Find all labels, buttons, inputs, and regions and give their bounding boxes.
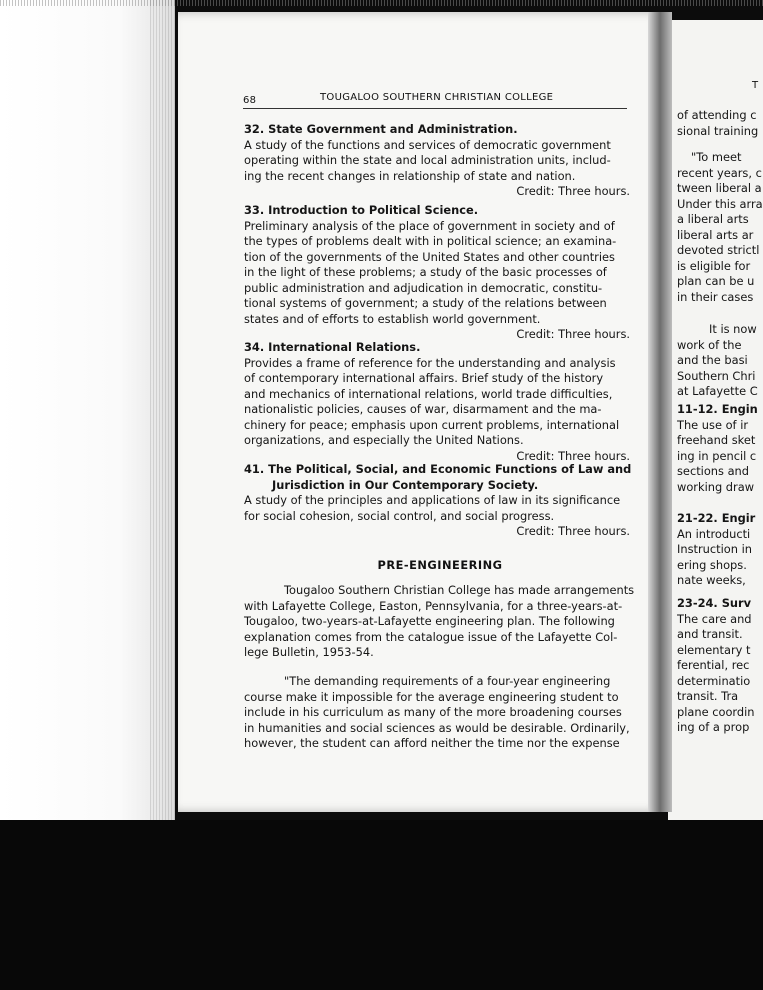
right-line: "To meet <box>691 150 742 164</box>
right-line: transit. Tra <box>677 689 739 703</box>
right-line: sections and <box>677 464 750 478</box>
course-41 <box>244 462 636 540</box>
para-line: however, the student can afford neither the time nor the expense <box>244 736 620 750</box>
course-32 <box>244 122 636 200</box>
right-line: plane coordin <box>677 704 755 719</box>
right-line: It is now <box>709 322 757 336</box>
right-page-top <box>658 20 763 65</box>
right-block-d <box>677 402 763 495</box>
para-line: Tougaloo Southern Christian College has made arrangements <box>284 583 635 597</box>
para-line: with Lafayette College, Easton, Pennsylvania, for a three-years-at- <box>244 598 623 613</box>
course-line: public administration and adjudication in democratic, constitu- <box>244 280 603 295</box>
course-line: A study of the principles and applications of law in its significance <box>244 493 621 507</box>
right-line: work of the <box>677 337 742 352</box>
course-line: for social cohesion, social control, and social progress. <box>244 508 555 523</box>
course-line: tional systems of government; a study of the relations between <box>244 296 607 310</box>
right-heading: 23-24. Surv <box>677 596 752 610</box>
course-credit: Credit: Three hours. <box>516 184 630 198</box>
book-gutter <box>648 12 672 812</box>
right-line: ing of a prop <box>677 720 750 734</box>
right-line: The use of ir <box>677 417 749 432</box>
course-line: of contemporary international affairs. Brief study of the history <box>244 371 604 385</box>
right-heading: 11-12. Engin <box>677 402 758 416</box>
course-line: and mechanics of international relations, world trade difficulties, <box>244 386 613 401</box>
scan-border <box>0 0 763 6</box>
right-block-c <box>677 322 763 400</box>
right-line: devoted strictl <box>677 243 760 257</box>
course-line: operating within the state and local administration units, includ- <box>244 153 611 167</box>
course-heading-cont: Jurisdiction in Our Contemporary Society. <box>272 477 539 492</box>
right-block-a <box>677 108 763 139</box>
right-running-head: T <box>752 80 759 91</box>
right-line: ferential, rec <box>677 658 750 672</box>
course-line: tion of the governments of the United States and other countries <box>244 249 615 264</box>
right-line: Under this arra <box>677 196 763 211</box>
right-line: is eligible for <box>677 258 751 273</box>
course-heading: 41. The Political, Social, and Economic Functions of Law and <box>244 462 632 476</box>
right-line: determinatio <box>677 673 751 688</box>
right-block-e <box>677 511 763 589</box>
right-line: ering shops. <box>677 557 747 572</box>
right-line: and the basi <box>677 353 748 367</box>
page-number: 68 <box>243 95 257 106</box>
right-block-b <box>677 150 763 305</box>
course-credit: Credit: Three hours. <box>516 524 630 538</box>
right-line: recent years, c <box>677 165 762 180</box>
right-line: a liberal arts <box>677 212 749 226</box>
section-title: PRE-ENGINEERING <box>377 558 503 572</box>
course-heading: 32. State Government and Administration. <box>244 122 518 136</box>
right-line: working draw <box>677 479 755 494</box>
para-line: "The demanding requirements of a four-year engineering <box>284 674 611 688</box>
para-line: include in his curriculum as many of the more broadening courses <box>244 705 622 719</box>
course-line: organizations, and especially the United Nations. <box>244 433 524 447</box>
para-line: Tougaloo, two-years-at-Lafayette engineering plan. The following <box>244 614 615 628</box>
right-line: freehand sket <box>677 433 756 447</box>
para-line: explanation comes from the catalogue issue of the Lafayette Col- <box>244 629 618 644</box>
right-heading: 21-22. Engir <box>677 511 756 525</box>
right-line: The care and <box>677 611 752 626</box>
intro-paragraph <box>244 583 636 661</box>
course-heading: 34. International Relations. <box>244 340 421 354</box>
right-line: of attending c <box>677 108 757 122</box>
course-credit: Credit: Three hours. <box>516 327 630 341</box>
running-head <box>243 92 627 109</box>
para-line: in humanities and social sciences as would be desirable. Ordinarily, <box>244 720 630 735</box>
course-34 <box>244 340 636 464</box>
course-line: Provides a frame of reference for the understanding and analysis <box>244 355 616 370</box>
right-line: Southern Chri <box>677 368 756 383</box>
course-line: Preliminary analysis of the place of government in society and of <box>244 218 615 233</box>
course-line: in the light of these problems; a study of the basic processes of <box>244 265 607 279</box>
right-line: sional training <box>677 123 759 138</box>
right-line: nate weeks, <box>677 573 746 587</box>
scan-background <box>0 820 763 990</box>
course-line: chinery for peace; emphasis upon current problems, international <box>244 417 620 432</box>
right-line: in their cases <box>677 289 754 304</box>
course-line: ing the recent changes in relationship of state and nation. <box>244 168 576 183</box>
right-line: and transit. <box>677 627 743 641</box>
right-line: tween liberal a <box>677 181 762 195</box>
right-line: liberal arts ar <box>677 227 754 242</box>
right-line: ing in pencil c <box>677 448 757 463</box>
course-line: A study of the functions and services of democratic government <box>244 137 611 152</box>
course-line: states and of efforts to establish world government. <box>244 311 541 326</box>
right-block-f <box>677 596 763 736</box>
quote-paragraph <box>244 674 636 752</box>
para-line: lege Bulletin, 1953-54. <box>244 645 374 659</box>
running-title: TOUGALOO SOUTHERN CHRISTIAN COLLEGE <box>320 92 554 103</box>
right-line: elementary t <box>677 642 751 657</box>
right-line: plan can be u <box>677 274 755 288</box>
para-line: course make it impossible for the average engineering student to <box>244 689 619 704</box>
course-33 <box>244 203 636 343</box>
course-line: the types of problems dealt with in political science; an examina- <box>244 234 617 248</box>
right-line: An introducti <box>677 526 751 541</box>
course-line: nationalistic policies, causes of war, disarmament and the ma- <box>244 402 602 416</box>
right-line: at Lafayette C <box>677 384 758 398</box>
course-credit: Credit: Three hours. <box>516 448 630 463</box>
right-line: Instruction in <box>677 542 752 556</box>
course-heading: 33. Introduction to Political Science. <box>244 203 479 217</box>
